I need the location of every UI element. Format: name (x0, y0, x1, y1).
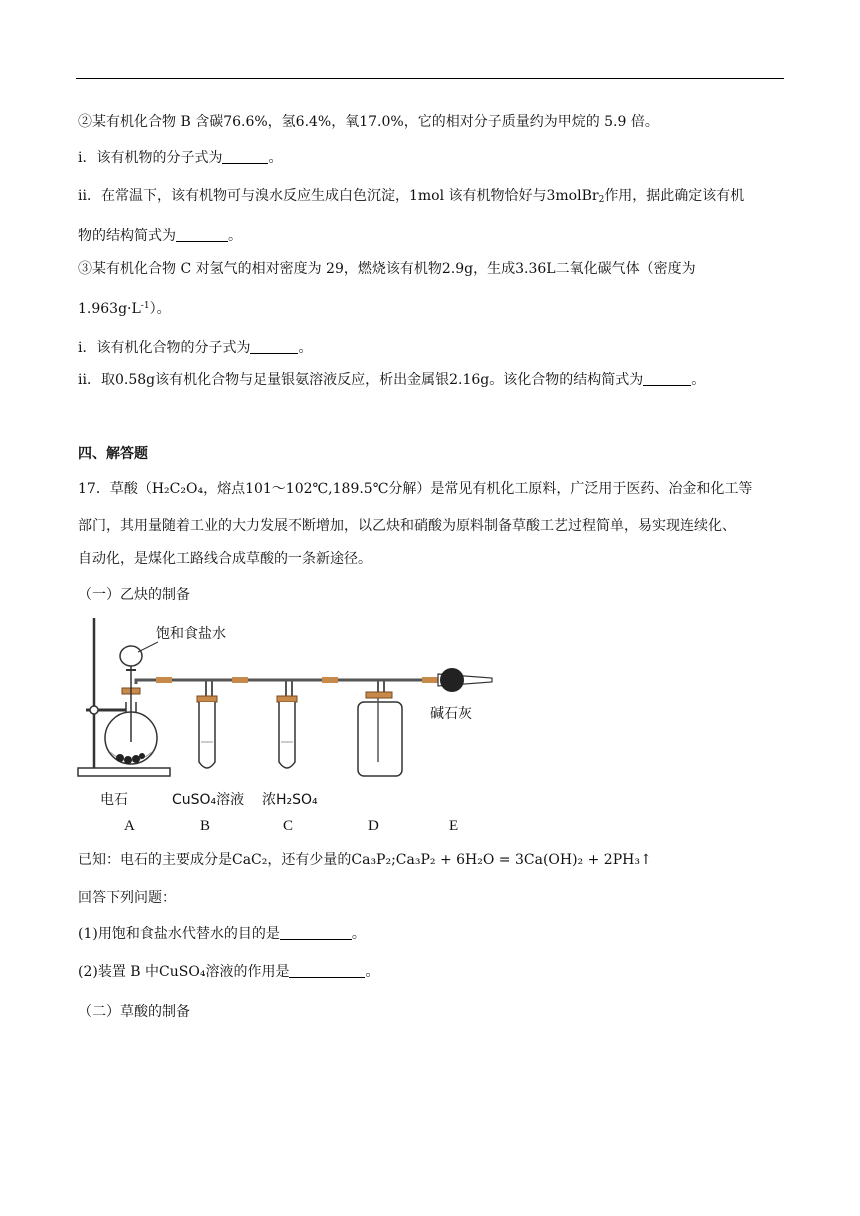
answer-prompt: 回答下列问题： (78, 890, 176, 906)
apparatus-letter-a: A (124, 818, 135, 834)
clamp-knob (90, 706, 98, 714)
part2-title: （二）草酸的制备 (78, 1004, 190, 1020)
q16-b-ii-cont: 物的结构简式为 。 (78, 228, 242, 244)
separatory-funnel (120, 646, 142, 666)
header-rule (76, 78, 784, 79)
answer-blank[interactable] (289, 963, 365, 978)
test-tube-b (199, 702, 215, 768)
apparatus-letter-c: C (283, 818, 294, 834)
section-title: 四、解答题 (78, 446, 148, 462)
known-info: 已知：电石的主要成分是CaC₂，还有少量的Ca₃P₂;Ca₃P₂ + 6H₂O = 3Ca(OH)₂ + 2PH₃↑ (78, 852, 652, 868)
gas-bottle-d (358, 702, 402, 776)
q17-line3: 自动化，是煤化工路线合成草酸的一条新途径。 (78, 551, 372, 567)
q16-b-intro: ②某有机化合物 B 含碳76.6%，氢6.4%，氧17.0%，它的相对分子质量约为甲烷的 5.9 倍。 (78, 114, 659, 130)
q17-line2: 部门，其用量随着工业的大力发展不断增加，以乙炔和硝酸为原料制备草酸工艺过程简单，易实现连续化、 (78, 518, 736, 534)
q16-c-i: i．该有机化合物的分子式为 。 (78, 340, 313, 356)
q16-c-ii: ii．取0.58g该有机化合物与足量银氨溶液反应，析出金属银2.16g。该化合物的结构简式为 。 (78, 372, 706, 388)
answer-blank[interactable] (250, 339, 298, 354)
q16-c-density: $1.963g\cdot L^{-1}$）。 (78, 301, 171, 317)
acetylene-apparatus-diagram (72, 612, 512, 836)
q16-c-intro: ③某有机化合物 C 对氢气的相对密度为 29，燃烧该有机物2.9g，生成3.36L二氧化碳气体（密度为 (78, 261, 696, 277)
reagent-label: 饱和食盐水 (156, 626, 226, 642)
soda-lime-bulb (440, 668, 464, 692)
apparatus-letter-e: E (449, 818, 459, 834)
q17-line1: 17．草酸（H₂C₂O₄，熔点101～102℃,189.5℃分解）是常见有机化工原料，广泛用于医药、冶金和化工等 (78, 481, 753, 497)
q16-b-ii: ii．在常温下，该有机物可与溴水反应生成白色沉淀，1mol 该有机物恰好与3molBr$_2$作用，据此确定该有机 (78, 188, 745, 205)
answer-blank[interactable] (280, 925, 352, 940)
tube-joint (232, 677, 248, 683)
answer-blank[interactable] (222, 149, 268, 164)
apparatus-letter-b: B (200, 818, 211, 834)
calcium-carbide-label: 电石 (100, 792, 128, 808)
question-2: (2)装置 B 中CuSO₄溶液的作用是 。 (78, 964, 380, 980)
answer-blank[interactable] (643, 371, 691, 386)
tube-joint (156, 677, 172, 683)
test-tube-c (279, 702, 295, 768)
stopper-b (197, 696, 217, 702)
conc-h2so4-label: 浓H₂SO₄ (262, 792, 318, 808)
tube-joint (322, 677, 338, 683)
stopper-c (277, 696, 297, 702)
cuso4-label: CuSO₄溶液 (172, 792, 245, 808)
stopper-d (366, 692, 392, 698)
apparatus-letter-d: D (368, 818, 379, 834)
stand-base (78, 768, 170, 776)
soda-lime-label: 碱石灰 (430, 706, 472, 722)
part1-title: （一）乙炔的制备 (78, 587, 190, 603)
label-pointer (138, 642, 158, 652)
question-1: (1)用饱和食盐水代替水的目的是 。 (78, 926, 366, 942)
q16-b-i: i．该有机物的分子式为 。 (78, 150, 283, 166)
tube-joint (422, 677, 438, 683)
answer-blank[interactable] (176, 227, 228, 242)
